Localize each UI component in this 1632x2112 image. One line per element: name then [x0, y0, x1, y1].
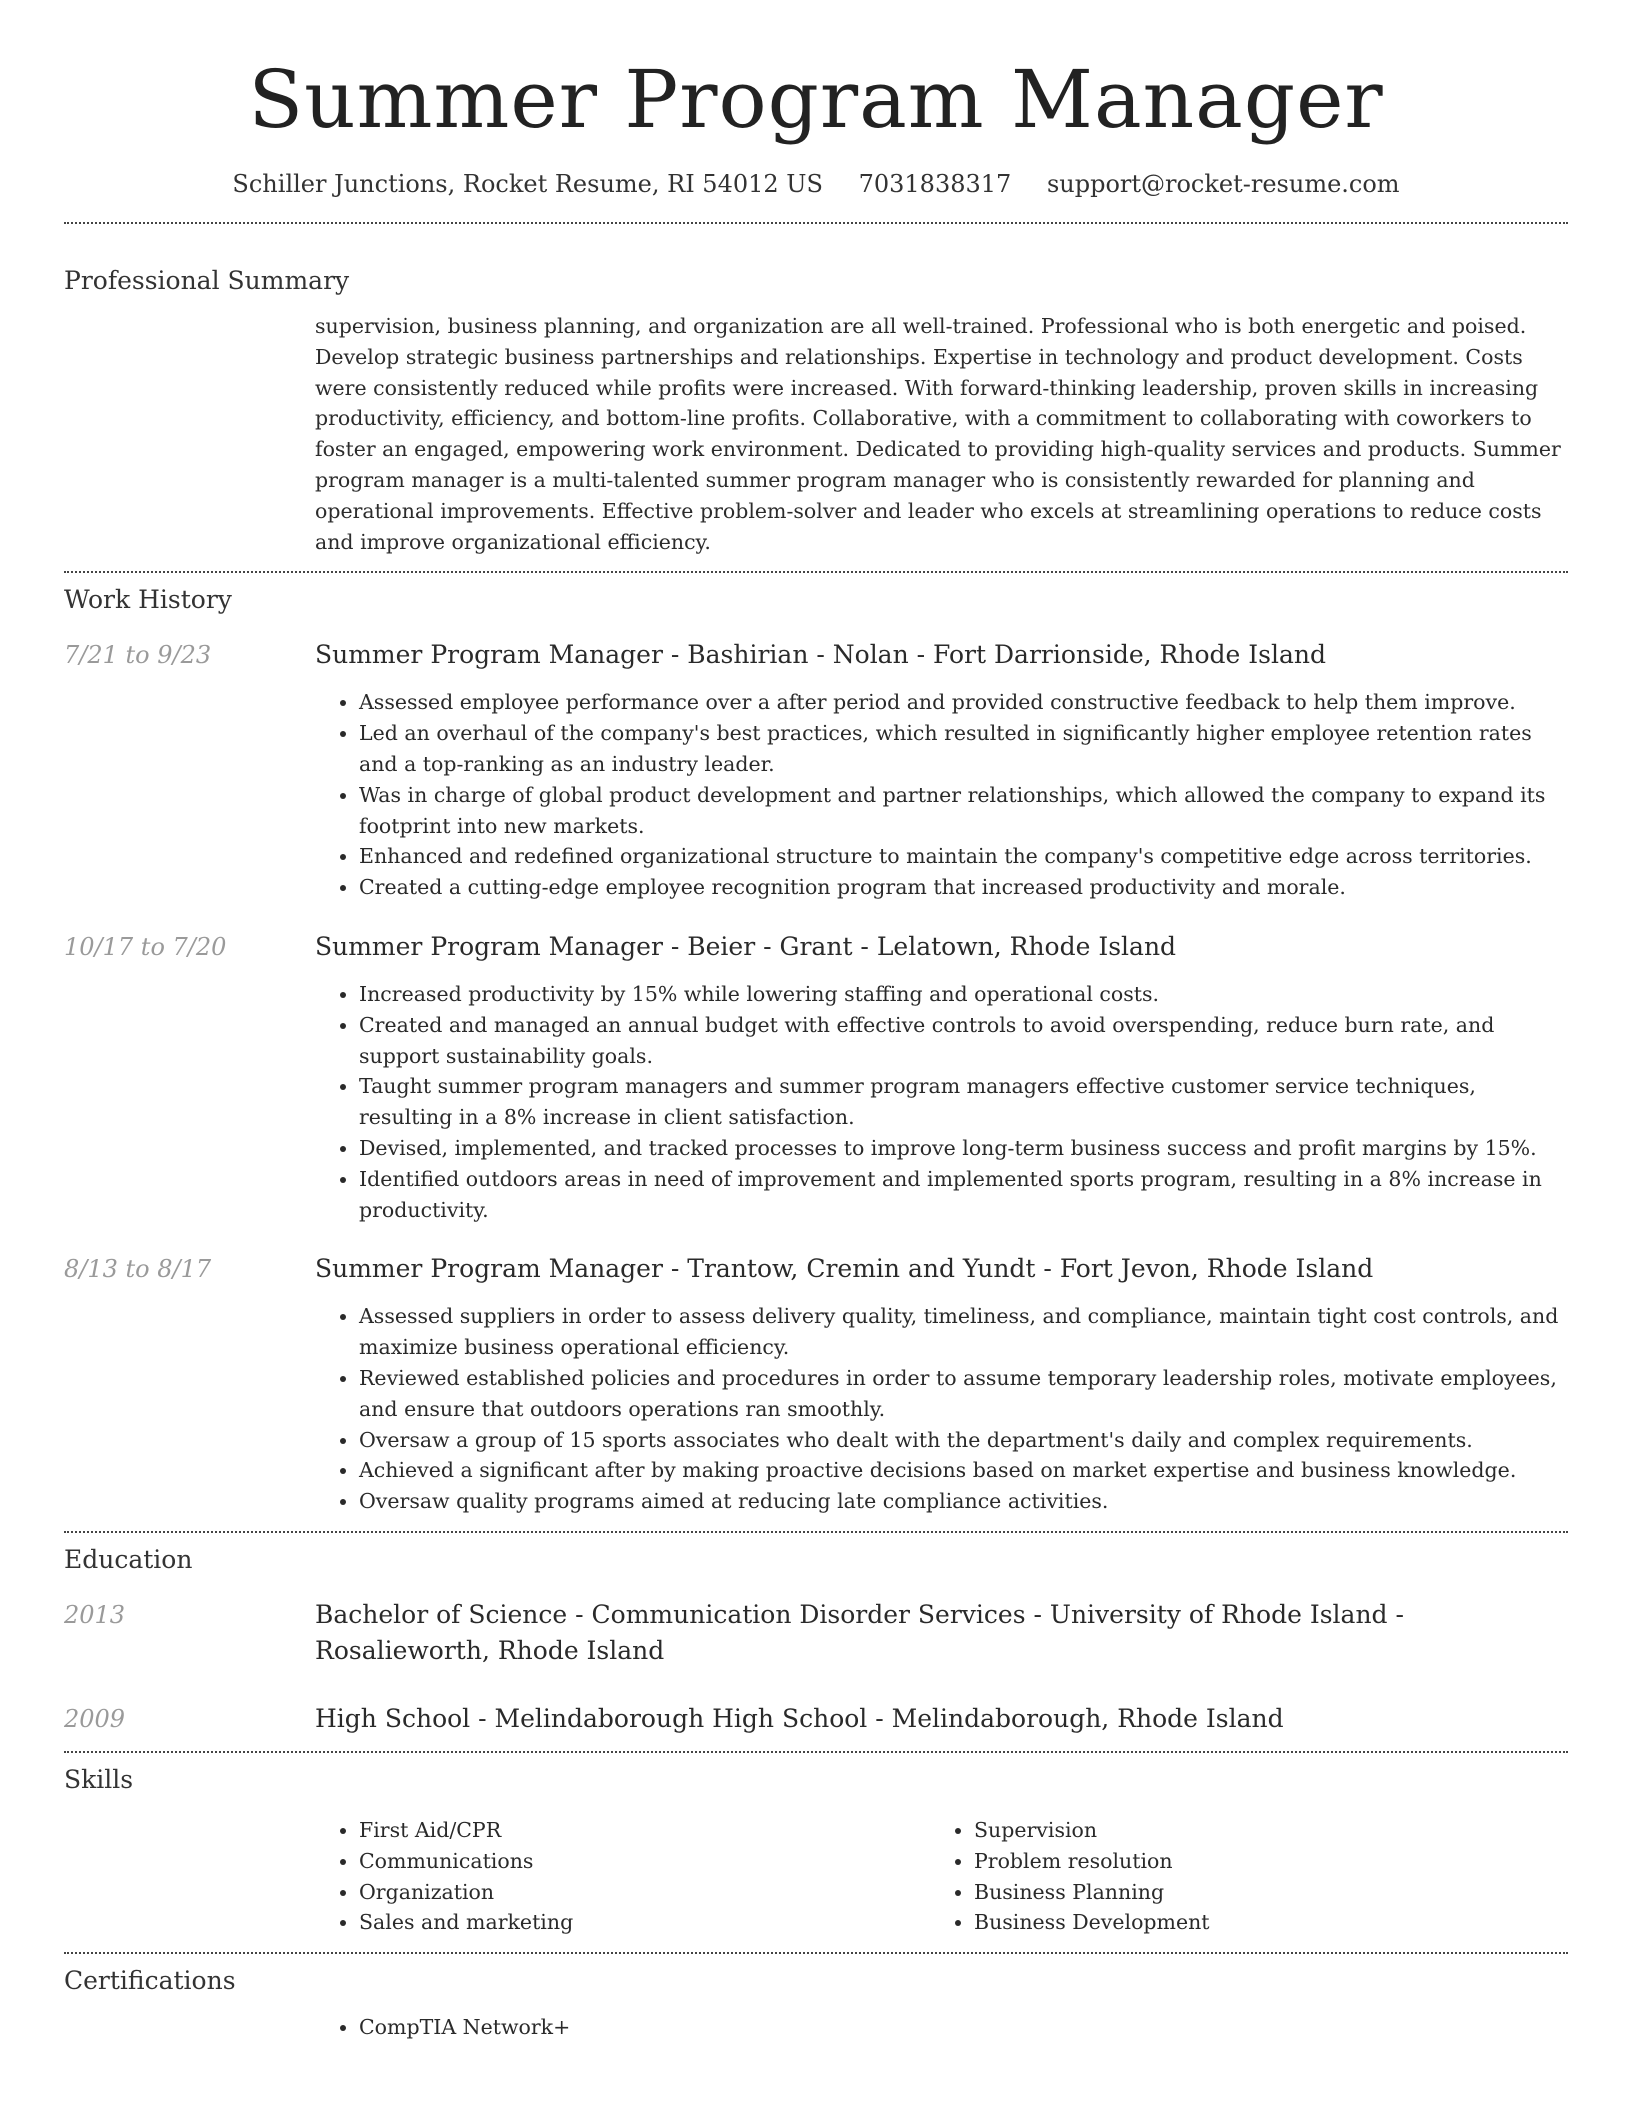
job-bullets	[315, 1301, 1568, 1517]
skill-item: • Problem resolution	[974, 1846, 1545, 1877]
summary-section-title: Professional Summary	[64, 266, 350, 295]
job-bullet: • Increased productivity by 15% while lowering staffing and operational costs.	[359, 979, 1568, 1010]
job-bullet: • Enhanced and redefined organizational structure to maintain the company's competitive edge across territories.	[359, 841, 1568, 872]
skills-section-title: Skills	[64, 1764, 134, 1794]
job-heading: Summer Program Manager - Trantow, Cremin and Yundt - Fort Jevon, Rhode Island	[315, 1254, 1374, 1284]
education-year: 2009	[64, 1704, 126, 1733]
section-divider	[64, 1952, 1568, 1954]
job-bullet: • Assessed suppliers in order to assess delivery quality, timeliness, and compliance, maintain tight cost controls, and maximize business operational efficiency.	[359, 1301, 1568, 1363]
section-divider	[64, 1531, 1568, 1533]
job-bullet: • Devised, implemented, and tracked processes to improve long-term business success and profit margins by 15%.	[359, 1133, 1568, 1164]
skill-item: • Communications	[359, 1846, 930, 1877]
skill-item: • Organization	[359, 1877, 930, 1908]
work-section-title: Work History	[64, 585, 232, 615]
skills-list-left	[315, 1815, 930, 1938]
skills-list-right	[930, 1815, 1545, 1938]
contact-phone: 7031838317	[858, 170, 1012, 198]
education-entry	[64, 1701, 1568, 1737]
job-bullets	[315, 687, 1568, 903]
job-heading: Summer Program Manager - Bashirian - Nolan - Fort Darrionside, Rhode Island	[315, 640, 1326, 670]
certification-item: • CompTIA Network+	[359, 2012, 1568, 2043]
certifications-section-title: Certifications	[64, 1966, 236, 1996]
job-bullet: • Achieved a significant after by making proactive decisions based on market expertise and business knowledge.	[359, 1455, 1568, 1486]
contact-line	[64, 168, 1568, 200]
job-dates: 8/13 to 8/17	[64, 1255, 212, 1284]
job-bullet: • Assessed employee performance over a after period and provided constructive feedback to help them improve.	[359, 687, 1568, 718]
section-divider	[64, 1751, 1568, 1753]
job-entry	[64, 929, 1568, 1225]
skill-item: • Sales and marketing	[359, 1907, 930, 1938]
resume-name: Summer Program Manager	[248, 53, 1384, 146]
summary-text: supervision, business planning, and organization are all well-trained. Professional who is both energetic and poised. Develop strategic business partnerships and relationships. Expertise in technology and product development. Costs were consistently reduced while profits were increased. With forward-thinking leadership, proven skills in increasing productivity, efficiency, and bottom-line profits. Collaborative, with a commitment to collaborating with coworkers to foster an engaged, empowering work environment. Dedicated to providing high-quality services and products. Summer program manager is a multi-talented summer program manager who is consistently rewarded for planning and operational improvements. Effective problem-solver and leader who excels at streamlining operations to reduce costs and improve organizational efficiency.	[315, 314, 1561, 554]
skill-item: • Business Development	[974, 1907, 1545, 1938]
job-bullet: • Created a cutting-edge employee recognition program that increased productivity and morale.	[359, 872, 1568, 903]
skill-item: • Business Planning	[974, 1877, 1545, 1908]
education-year: 2013	[64, 1600, 126, 1629]
education-degree: High School	[315, 1703, 471, 1733]
education-details: - Communication Disorder Services - University of Rhode Island - Rosalieworth, Rhode Island	[315, 1599, 1404, 1665]
skill-item: • Supervision	[974, 1815, 1545, 1846]
job-bullets	[315, 979, 1568, 1225]
job-bullet: • Oversaw a group of 15 sports associates who dealt with the department's daily and complex requirements.	[359, 1425, 1568, 1456]
job-bullet: • Identified outdoors areas in need of improvement and implemented sports program, resulting in a 8% increase in productivity.	[359, 1164, 1568, 1226]
skills-row	[64, 1815, 1568, 1938]
job-bullet: • Created and managed an annual budget with effective controls to avoid overspending, reduce burn rate, and support sustainability goals.	[359, 1010, 1568, 1072]
job-bullet: • Was in charge of global product development and partner relationships, which allowed the company to expand its footprint into new markets.	[359, 780, 1568, 842]
resume-page	[64, 0, 1568, 2043]
job-dates: 7/21 to 9/23	[64, 641, 212, 670]
job-bullet: • Taught summer program managers and summer program managers effective customer service techniques, resulting in a 8% increase in client satisfaction.	[359, 1071, 1568, 1133]
job-bullet: • Led an overhaul of the company's best practices, which resulted in significantly higher employee retention rates and a top-ranking as an industry leader.	[359, 718, 1568, 780]
certifications-list	[315, 2012, 1568, 2043]
contact-address: Schiller Junctions, Rocket Resume, RI 54012 US	[232, 170, 823, 198]
section-divider	[64, 571, 1568, 573]
job-entry	[64, 637, 1568, 903]
job-bullet: • Oversaw quality programs aimed at reducing late compliance activities.	[359, 1486, 1568, 1517]
education-degree: Bachelor of Science	[315, 1599, 568, 1629]
job-heading: Summer Program Manager - Beier - Grant - Lelatown, Rhode Island	[315, 931, 1177, 961]
certifications-row	[64, 2012, 1568, 2043]
job-entry	[64, 1251, 1568, 1517]
skill-item: • First Aid/CPR	[359, 1815, 930, 1846]
job-dates: 10/17 to 7/20	[64, 932, 227, 961]
education-entry	[64, 1597, 1568, 1669]
job-bullet: • Reviewed established policies and procedures in order to assume temporary leadership roles, motivate employees, and ensure that outdoors operations ran smoothly.	[359, 1363, 1568, 1425]
education-section-title: Education	[64, 1544, 193, 1574]
section-divider	[64, 222, 1568, 224]
contact-email: support@rocket-resume.com	[1046, 170, 1400, 198]
education-details: - Melindaborough High School - Melindaborough, Rhode Island	[470, 1703, 1284, 1733]
summary-row	[64, 311, 1568, 557]
